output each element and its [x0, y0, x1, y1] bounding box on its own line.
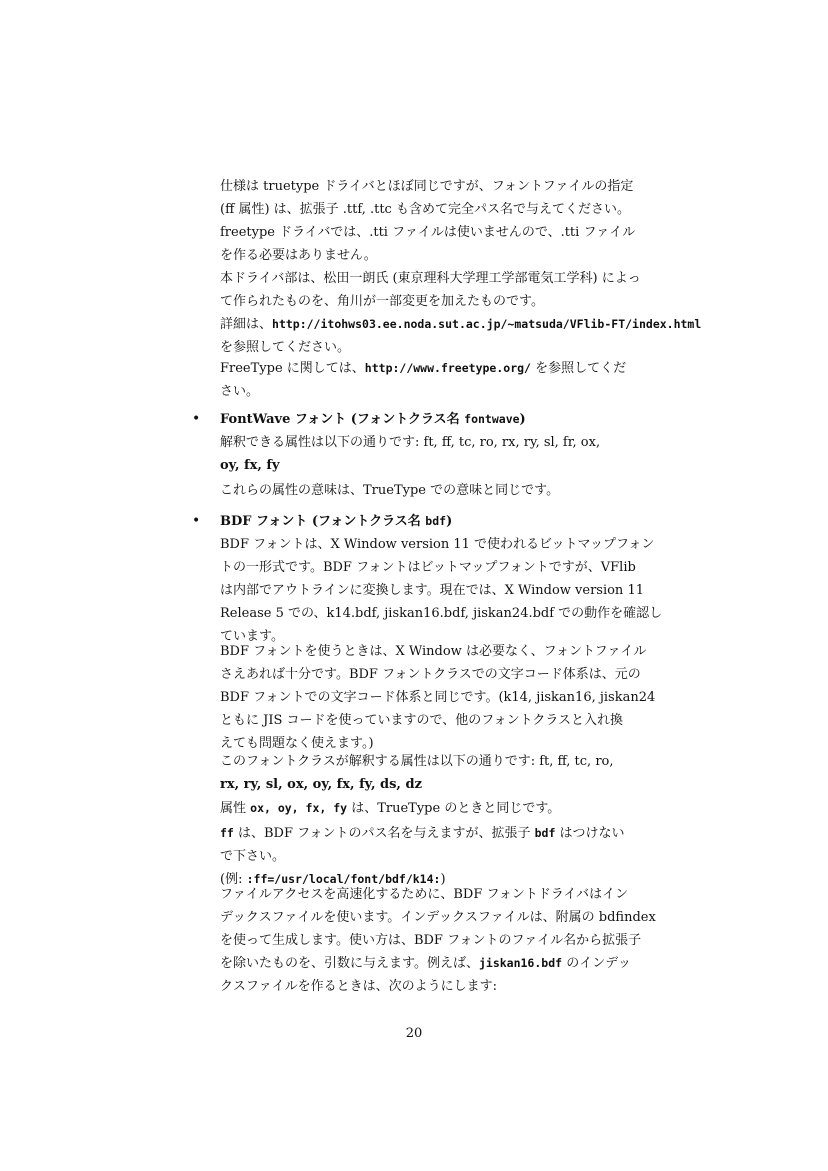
text-line: えても問題なく使えます。): [220, 736, 374, 751]
text-line: BDF フォントを使うときは、X Window は必要なく、フォントファイル: [220, 644, 647, 659]
freetype-url: http://www.freetype.org/: [364, 361, 531, 375]
text-line: トの一形式です。BDF フォントはビットマップフォントですが、VFlib: [220, 560, 636, 575]
text-line: を使って生成します。使い方は、BDF フォントのファイル名から拡張子: [220, 933, 642, 948]
inline-code: :ff=/usr/local/font/bdf/k14:: [246, 872, 441, 886]
text-line: BDF フォントでの文字コード体系と同じです。(k14, jiskan16, jiskan24: [220, 690, 656, 705]
inline-code: bdf: [534, 826, 556, 840]
bdf-paragraph-3: [220, 750, 650, 796]
bdf-paragraph-5: [220, 822, 650, 891]
text-span: のインデッ: [562, 956, 631, 971]
inline-code: ff: [220, 826, 234, 840]
text-line: [220, 822, 650, 845]
text-line: [220, 797, 650, 820]
intro-paragraph-3: [220, 313, 730, 359]
text-line: 仕様は truetype ドライバとほぼ同じですが、フォントファイルの指定: [220, 179, 634, 194]
text-span: 属性: [220, 801, 251, 816]
text-line: さい。: [220, 384, 260, 399]
text-span: を参照してくだ: [530, 361, 627, 376]
text-line: ています。: [220, 629, 284, 644]
text-line: て作られたものを、角川が一部変更を加えたものです。: [220, 294, 544, 309]
text-line: ともに JIS コードを使っていますので、他のフォントクラスと入れ換: [220, 713, 623, 728]
heading-text: ): [446, 514, 453, 529]
text-line: ファイルアクセスを高速化するために、BDF フォントドライバはイン: [220, 887, 629, 902]
text-line: これらの属性の意味は、TrueType での意味と同じです。: [220, 483, 560, 498]
text-span: はつけない: [555, 826, 625, 841]
text-span: を除いたものを、引数に与えます。例えば、: [220, 956, 479, 971]
text-span: ): [440, 872, 446, 887]
driver-url: http://itohws03.ee.noda.sut.ac.jp/~matsuda/VFlib-FT/index.html: [272, 317, 702, 331]
bdf-paragraph-7: [220, 883, 656, 998]
heading-code: fontwave: [464, 412, 520, 426]
text-line: 本ドライバ部は、松田一朗氏 (東京理科大学理工学部電気工学科) によっ: [220, 271, 641, 286]
section-heading-bdf: [220, 510, 452, 533]
bullet-icon: •: [192, 513, 201, 529]
text-line: デックスファイルを使います。インデックスファイルは、附属の bdfindex: [220, 910, 656, 925]
text-line: [220, 313, 730, 336]
heading-text: ): [519, 412, 526, 427]
text-line: クスファイルを作るときは、次のようにします:: [220, 979, 497, 994]
text-span: (例:: [220, 872, 247, 887]
heading-code: bdf: [425, 514, 447, 528]
text-line: (ff 属性) は、拡張子 .ttf, .ttc も含めて完全パス名で与えてください。: [220, 202, 630, 217]
text-line: [220, 357, 650, 380]
section-heading-fontwave: [220, 408, 526, 431]
inline-code: jiskan16.bdf: [478, 956, 563, 970]
intro-paragraph-4: [220, 357, 650, 403]
intro-paragraph-1: [220, 175, 650, 267]
text-line: を作る必要はありません。: [220, 248, 377, 263]
page-number: 20: [405, 1026, 423, 1041]
bullet-icon: •: [192, 411, 201, 427]
heading-text: FontWave フォント (フォントクラス名: [220, 412, 465, 427]
heading-text: BDF フォント (フォントクラス名: [220, 514, 426, 529]
text-line: は内部でアウトラインに変換します。現在では、X Window version 11: [220, 583, 644, 598]
bdf-paragraph-1: [220, 533, 663, 648]
text-span: 詳細は、: [220, 317, 273, 332]
text-line: Release 5 での、k14.bdf, jiskan16.bdf, jiskan24.bdf での動作を確認し: [220, 606, 663, 621]
inline-code: ox, oy, fx, fy: [250, 801, 348, 815]
bdf-paragraph-2: [220, 640, 656, 755]
text-line: oy, fx, fy: [220, 458, 280, 473]
text-line: を参照してください。: [220, 340, 351, 355]
fontwave-attributes: [220, 431, 650, 477]
text-span: FreeType に関しては、: [220, 361, 365, 376]
text-span: は、BDF フォントのパス名を与えますが、拡張子: [233, 826, 535, 841]
text-line: このフォントクラスが解釈する属性は以下の通りです: ft, ff, tc, ro,: [220, 754, 614, 769]
text-line: BDF フォントは、X Window version 11 で使われるビットマップフォン: [220, 537, 655, 552]
text-line: rx, ry, sl, ox, oy, fx, fy, ds, dz: [220, 777, 422, 792]
text-span: は、TrueType のときと同じです。: [347, 801, 561, 816]
text-line: さえあれば十分です。BDF フォントクラスでの文字コード体系は、元の: [220, 667, 641, 682]
text-line: freetype ドライバでは、.tti ファイルは使いませんので、.tti ファイル: [220, 225, 636, 240]
text-line: 解釈できる属性は以下の通りです: ft, ff, tc, ro, rx, ry, sl, fr, ox,: [220, 435, 601, 450]
text-line: [220, 952, 650, 975]
text-line: で下さい。: [220, 849, 286, 864]
fontwave-meaning: [220, 479, 650, 502]
intro-paragraph-2: [220, 267, 650, 313]
bdf-paragraph-4: [220, 797, 650, 820]
